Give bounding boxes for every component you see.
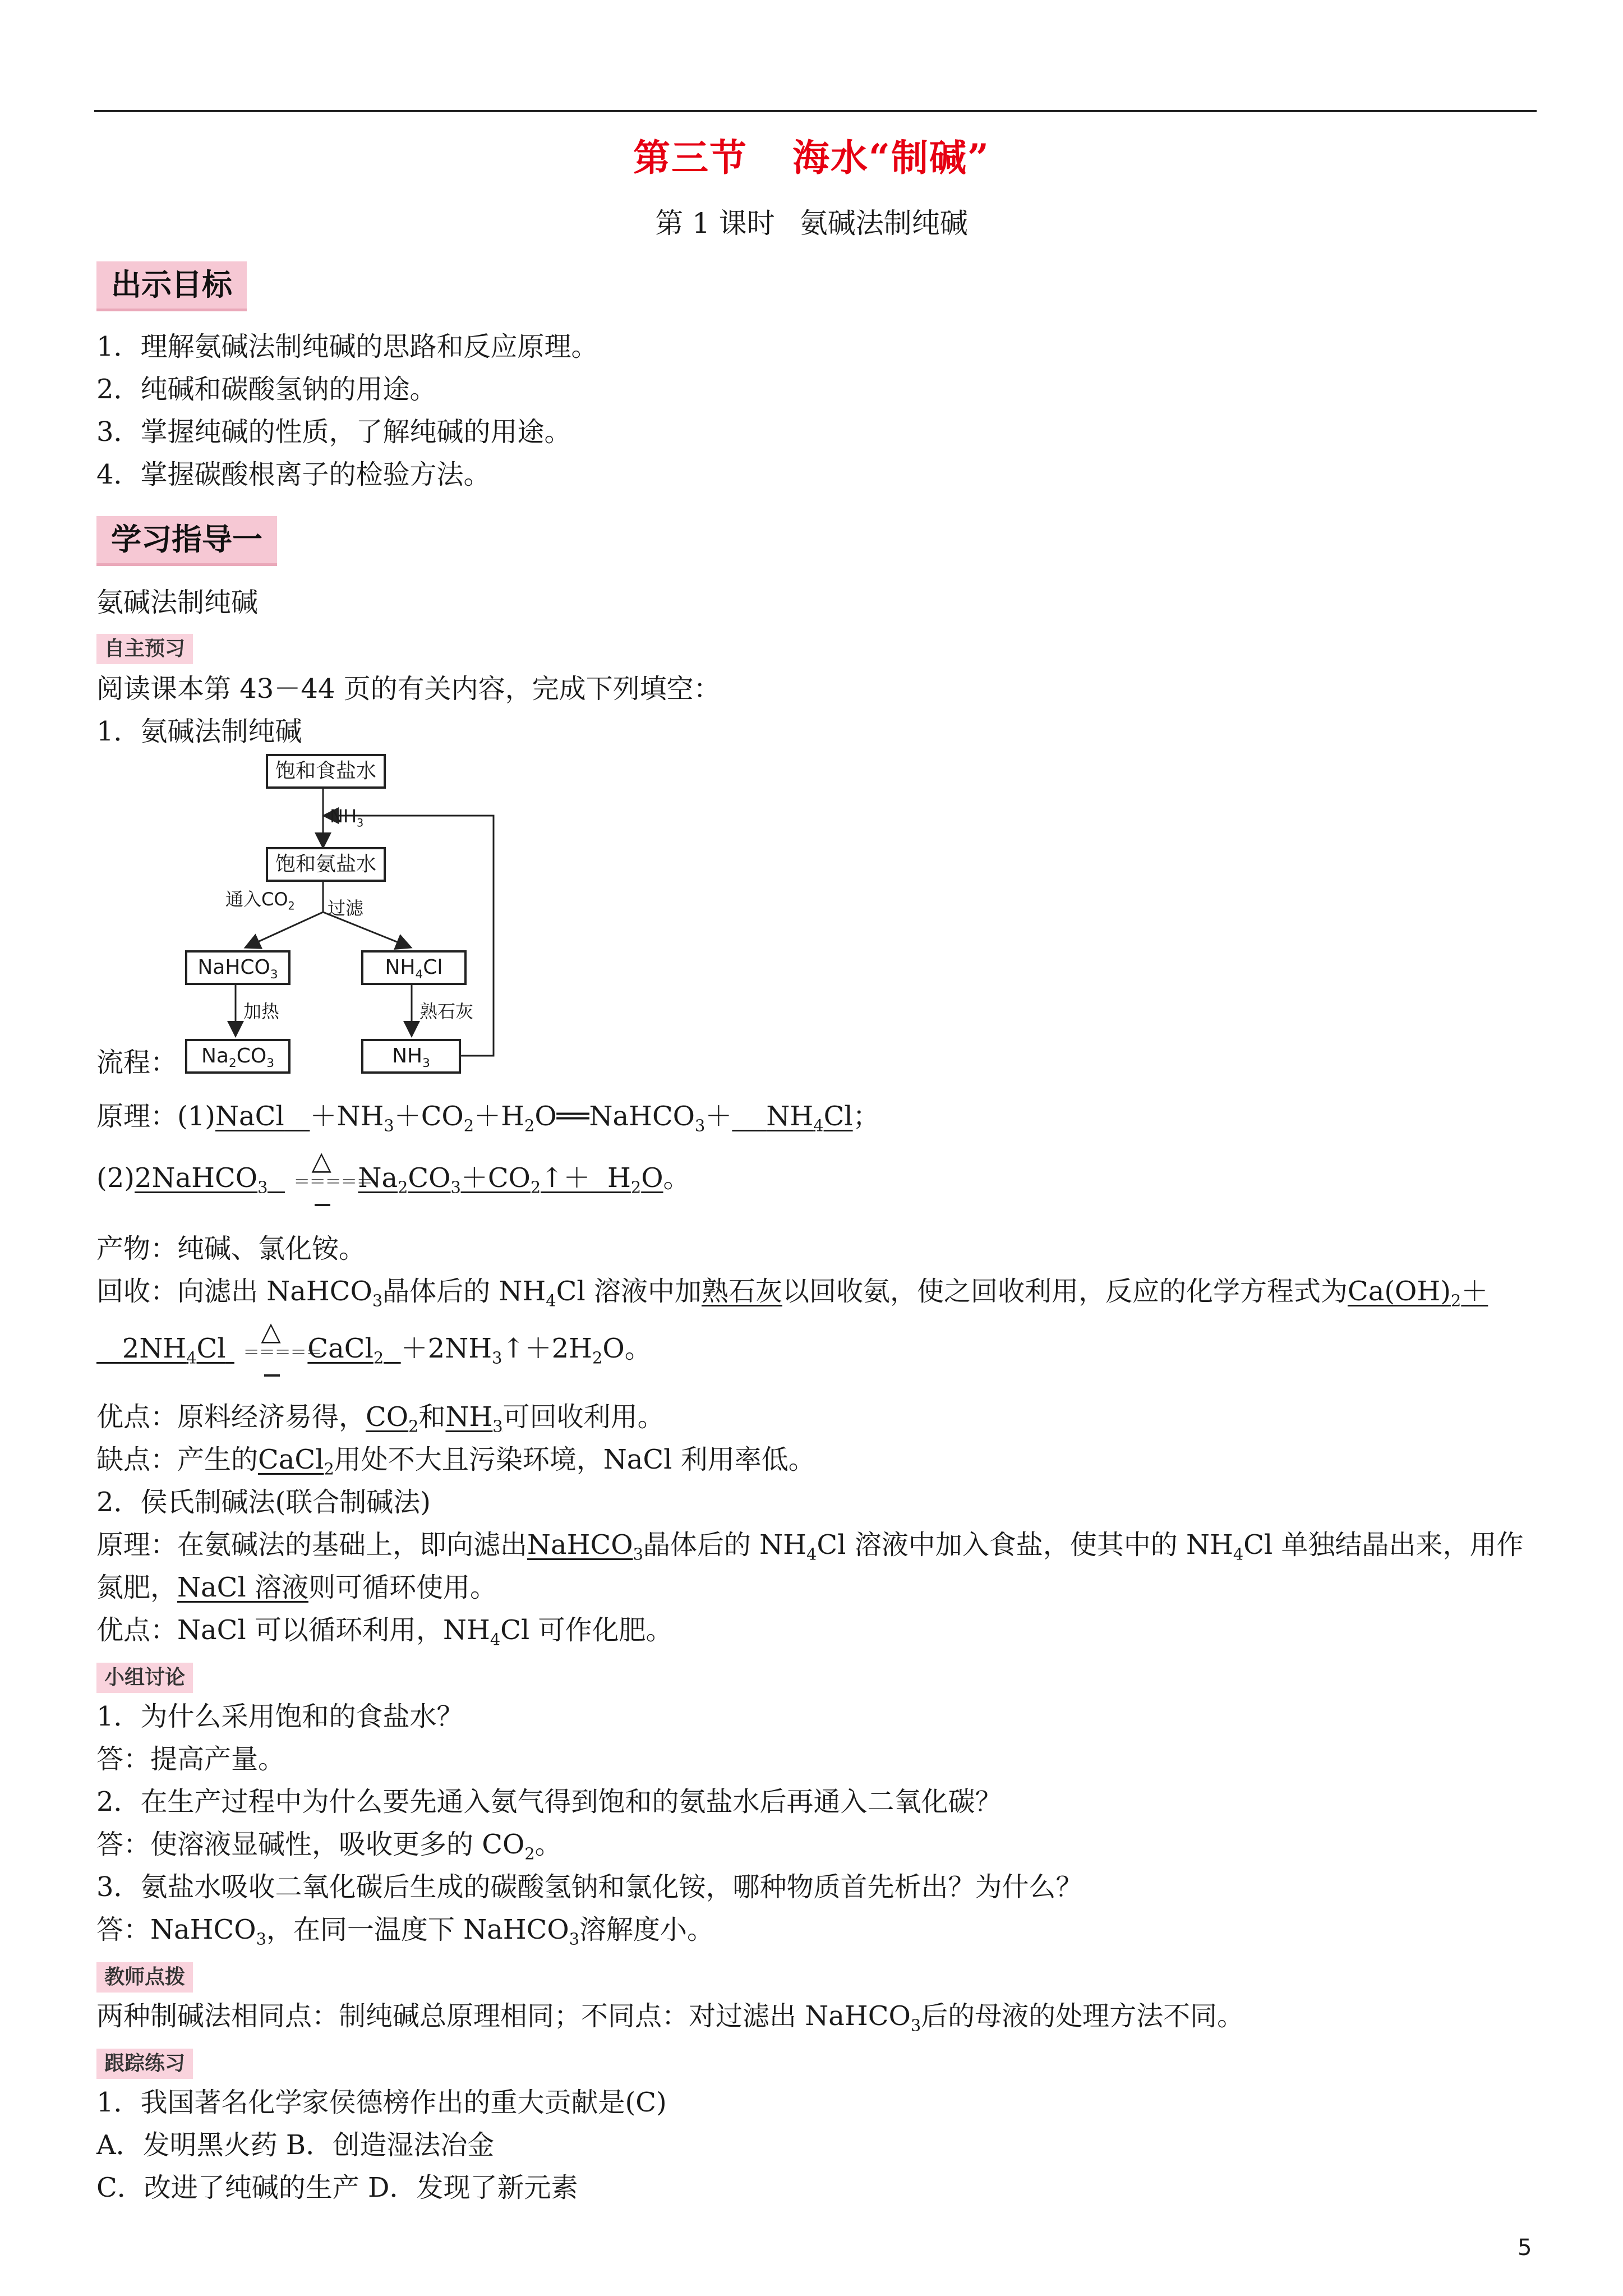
principle-equation-2: (2)2NaHCO$_3$ △ ＝＝＝＝＝ $Na_2CO_3+CO_2↑+ H_2O$。 (96, 1144, 690, 1221)
box-ammoniated-brine: 饱和氨盐水 (266, 847, 386, 882)
hou-advantages-line: 优点：NaCl 可以循环利用，$NH_4Cl$ 可作化肥。 (96, 1614, 673, 1649)
flow-label: 流程： (96, 1047, 178, 1078)
blank-co2: $CO_2$ (366, 1401, 419, 1436)
discussion-question: 3．氨盐水吸收二氧化碳后生成的碳酸氢钠和氯化铵，哪种物质首先析出？为什么？ (96, 1871, 1083, 1903)
box-na2co3: $Na_2CO_3$ (185, 1039, 291, 1074)
objectives-heading: 出示目标 (96, 261, 247, 311)
reading-instruction: 阅读课本第 43－44 页的有关内容，完成下列填空： (96, 673, 721, 705)
group-discussion-tag: 小组讨论 (96, 1663, 193, 1693)
blank-nahco3: NaHCO$_3$ (527, 1529, 643, 1564)
blank-products-2: $Na_2CO_3+CO_2↑+ H_2O$ (358, 1162, 663, 1197)
heat-condition-sign: △ ＝＝＝＝＝ (243, 1317, 299, 1384)
label-heat: 加热 (243, 1001, 280, 1022)
objective-item: 1．理解氨碱法制纯碱的思路和反应原理。 (96, 331, 598, 362)
discussion-question: 2．在生产过程中为什么要先通入氨气得到饱和的氨盐水后再通入二氧化碳？ (96, 1786, 1002, 1818)
top-rule (94, 110, 1537, 112)
label-co2-input: 通入$CO_2$ (225, 889, 295, 913)
blank-2nh4cl: $2NH_4Cl$ (122, 1333, 226, 1368)
practice-tag: 跟踪练习 (96, 2049, 193, 2079)
discussion-answer: 答：NaHCO$_3$，在同一温度下 NaHCO$_3$溶解度小。 (96, 1914, 714, 1949)
principle-equation-1: 原理：(1)NaCl $+NH_3+CO_2+H_2O══NaHCO_3+$ $NH_4Cl$； (96, 1101, 880, 1135)
teacher-tip-tag: 教师点拨 (96, 1962, 193, 1993)
discussion-question: 1．为什么采用饱和的食盐水？ (96, 1701, 464, 1732)
box-nh3-output: $NH_3$ (361, 1039, 461, 1074)
page-number: 5 (1518, 2235, 1532, 2261)
advantages-line: 优点：原料经济易得，$CO_2$和$NH_3$可回收利用。 (96, 1401, 665, 1436)
practice-options-ab: A．发明黑火药 B．创造湿法冶金 (96, 2129, 495, 2161)
blank-slaked-lime: 熟石灰 (701, 1276, 782, 1307)
blank-nacl-solution: NaCl 溶液 (177, 1572, 308, 1603)
blank-2nahco3: 2NaHCO$_3$ (135, 1162, 268, 1197)
blank-nacl: NaCl (215, 1101, 284, 1132)
page-subtitle: 第 1 课时 氨碱法制纯碱 (655, 207, 968, 240)
discussion-answer: 答：使溶液显碱性，吸收更多的 $CO_2$。 (96, 1829, 562, 1864)
item-hou-process: 2．侯氏制碱法(联合制碱法) (96, 1487, 431, 1518)
blank-caoh2: $Ca(OH)_2+$ (1347, 1276, 1488, 1310)
page-title: 第三节 海水“制碱” (633, 136, 990, 180)
practice-question: 1．我国著名化学家侯德榜作出的重大贡献是(C) (96, 2087, 667, 2118)
recycle-equation: $2NH_4Cl$ △ ＝＝＝＝＝ CaCl$_2$ $+2NH_3↑+2H_2O$。 (96, 1315, 652, 1392)
box-nh4cl: $NH_4Cl$ (361, 950, 467, 985)
recycle-line: 回收：向滤出 NaHCO$_3$晶体后的 $NH_4Cl$ 溶液中加熟石灰以回收氨，使之回收利用，反应的化学方程式为$Ca(OH)_2+$ (96, 1276, 1488, 1310)
box-saturated-brine: 饱和食盐水 (266, 754, 386, 789)
hou-principle-line-2: 氮肥，NaCl 溶液则可循环使用。 (96, 1572, 497, 1603)
hou-principle-line: 原理：在氨碱法的基础上，即向滤出NaHCO$_3$晶体后的 $NH_4Cl$ 溶液中加入食盐，使其中的 $NH_4Cl$ 单独结晶出来，用作 (96, 1529, 1524, 1564)
guide-heading: 学习指导一 (96, 516, 277, 566)
label-nh3-input: $NH_3$ (330, 806, 364, 830)
item-ammonia-soda: 1．氨碱法制纯碱 (96, 716, 302, 747)
blank-cacl2-waste: CaCl$_2$ (258, 1444, 334, 1479)
disadvantages-line: 缺点：产生的CaCl$_2$用处不大且污染环境，NaCl 利用率低。 (96, 1444, 815, 1479)
self-preview-tag: 自主预习 (96, 634, 193, 664)
blank-nh4cl: $NH_4Cl$ (766, 1101, 853, 1135)
process-flowchart (185, 752, 510, 1077)
heat-condition-sign: △ ＝＝＝＝＝ (293, 1147, 349, 1214)
practice-options-cd: C．改进了纯碱的生产 D．发现了新元素 (96, 2172, 578, 2203)
objective-item: 3．掌握纯碱的性质，了解纯碱的用途。 (96, 416, 571, 448)
objective-item: 2．纯碱和碳酸氢钠的用途。 (96, 374, 437, 405)
box-nahco3: NaHCO$_3$ (185, 950, 291, 985)
products-line: 产物：纯碱、氯化铵。 (96, 1233, 366, 1264)
discussion-answer: 答：提高产量。 (96, 1743, 285, 1775)
blank-nh3: $NH_3$ (445, 1401, 503, 1436)
label-slaked-lime: 熟石灰 (419, 1001, 474, 1022)
label-filter: 过滤 (328, 898, 364, 919)
teacher-tip-text: 两种制碱法相同点：制纯碱总原理相同；不同点：对过滤出 NaHCO$_3$后的母液的处理方法不同。 (96, 2000, 1244, 2035)
guide-topic: 氨碱法制纯碱 (96, 587, 259, 618)
objective-item: 4．掌握碳酸根离子的检验方法。 (96, 459, 491, 490)
blank-cacl2: CaCl$_2$ (307, 1333, 384, 1368)
